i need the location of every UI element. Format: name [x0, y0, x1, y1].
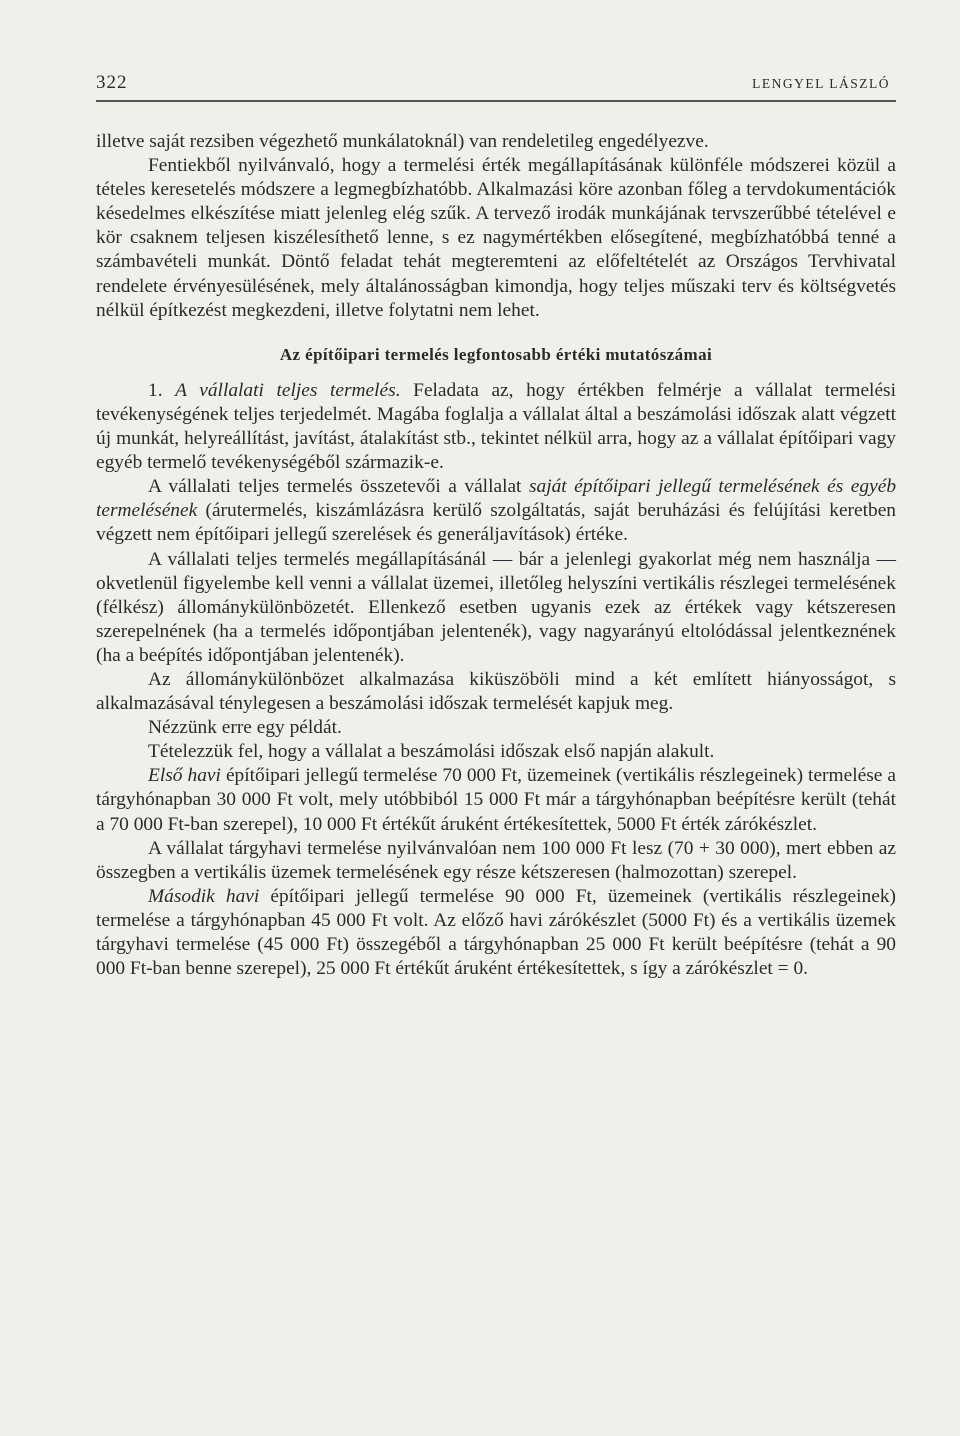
item-title: A vállalati teljes termelés. — [175, 379, 401, 401]
paragraph — [96, 885, 896, 981]
text-run: építőipari jellegű termelése 90 000 Ft, üzemeinek (vertikális részlegeinek) termelése a tárgyhónapban 45 000 Ft volt. Az előző havi zárókészlet (5000 Ft) és a vertikális üzemek tárgyhavi termelése (45 000 Ft) összegéből a tárgyhónapban 25 000 Ft került beépítésre (tehát a 90 000 Ft-ban benne szerepel), 25 000 Ft értékűt áruként értékesítettek, s így a zárókészlet = 0. — [96, 885, 896, 980]
paragraph — [96, 475, 896, 547]
page-number: 322 — [96, 72, 128, 93]
paragraph — [96, 379, 896, 475]
paragraph: Tételezzük fel, hogy a vállalat a beszámolási időszak első napján alakult. — [148, 741, 715, 763]
paragraph: Az állománykülönbözet alkalmazása kiküszöböli mind a két említett hiányosságot, s alkalmazásával ténylegesen a beszámolási időszak termelését kapjuk meg. — [96, 668, 896, 715]
header-rule — [96, 100, 896, 102]
text-run: A vállalati teljes termelés összetevői a vállalat — [148, 476, 522, 498]
text-run: építőipari jellegű termelése 70 000 Ft, üzemeinek (vertikális részlegeinek) termelése a tárgyhónapban 30 000 Ft volt, mely utóbbiból 15 000 Ft már a tárgyhónapban beépítésre került (tehát a 70 000 Ft-ban szerepel), 10 000 Ft értékűt áruként értékesítettek, 5000 Ft érték zárókészlet. — [96, 765, 896, 835]
paragraph: A vállalat tárgyhavi termelése nyilvánvalóan nem 100 000 Ft lesz (70 + 30 000), mert ebben az összegben a vertikális üzemek termelésének egy része kétszeresen (halmozottan) szerepel. — [96, 837, 896, 883]
item-number: 1. — [148, 379, 163, 401]
text-run: (árutermelés, kiszámlázásra kerülő szolgáltatás, saját beruházási és felújítási keretben végzett nem építőipari jellegű szerelések és generáljavítások) értéke. — [96, 500, 897, 546]
paragraph: A vállalati teljes termelés megállapításánál — bár a jelenlegi gyakorlat még nem használja — okvetlenül figyelembe kell venni a vállalat üzemei, illetőleg helyszíni vertikális részlegei termelésének (félkész) állománykülönbözetét. Ellenkező esetben ugyanis ezek az értékek vagy kétszeresen szerepelnének (ha a termelés időpontjában jelentenék), vagy nagyarányú eltolódással jelentkeznének (ha a beépítés időpontjában jelentenék). — [96, 548, 896, 666]
section-heading: Az építőipari termelés legfontosabb értéki mutatószámai — [279, 344, 713, 364]
italic-run: saját építőipari jellegű termelésének és egyéb termelésének — [96, 476, 897, 522]
item-text: Feladata az, hogy értékben felmérje a vállalat termelési tevékenységének teljes terjedelmét. Magába foglalja a vállalat által a beszámolási időszak alatt végzett új munkát, helyreállítást, javítást, átalakítást stb., tekintet nélkül arra, hogy az a vállalat építőipari vagy egyéb termelő tevékenységéből származik-e. — [96, 379, 896, 474]
running-head: LENGYEL LÁSZLÓ — [752, 76, 890, 91]
paragraph: Fentiekből nyilvánvaló, hogy a termelési érték megállapításának különféle módszerei közül a tételes keresetelés módszere a legmegbízhatóbb. Alkalmazási köre azonban főleg a tervdokumentációk késedelmes elkészítése miatt jelenleg elég szűk. A tervező irodák munkájának tervszerűbbé tételével e kör csaknem teljesen kiszélesíthető lenne, s ez nagymértékben elősegítené, megbízhatóbbá tenné a számbavételi munkát. Döntő feladat tehát megteremteni az előfeltételét az Országos Tervhivatal rendelete érvényesülésének, mely általánosságban kimondja, hogy teljes műszaki terv és költségvetés nélkül építkezést megkezdeni, illetve folytatni nem lehet. — [96, 155, 896, 321]
page-body — [96, 130, 896, 981]
page-header — [96, 72, 896, 102]
paragraph — [96, 764, 896, 836]
paragraph: illetve saját rezsiben végezhető munkálatoknál) van rendeletileg engedélyezve. — [96, 131, 709, 152]
italic-run: Első havi — [148, 765, 221, 787]
paragraph: Nézzünk erre egy példát. — [148, 717, 342, 739]
italic-run: Második havi — [148, 885, 260, 907]
